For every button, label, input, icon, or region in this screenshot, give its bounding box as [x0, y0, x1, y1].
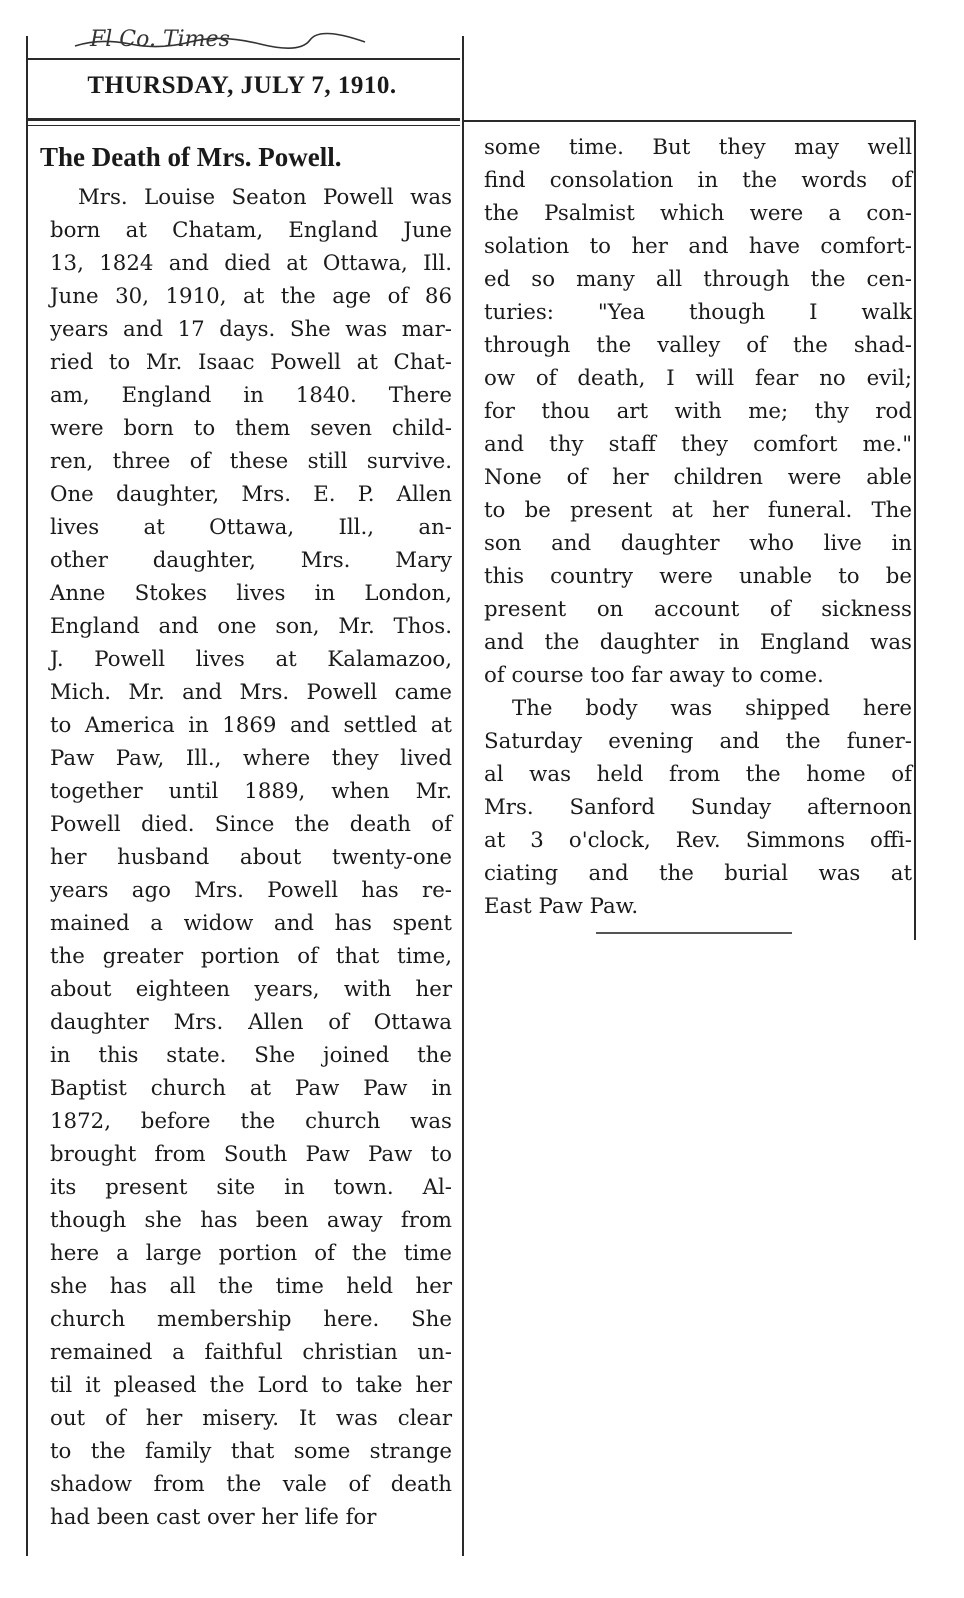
text-line: to be present at her funeral. The — [484, 498, 912, 523]
text-line: til it pleased the Lord to take her — [50, 1373, 452, 1398]
text-line: Mrs. Louise Seaton Powell was — [78, 185, 452, 210]
text-line: church membership here. She — [50, 1307, 452, 1332]
article-column-2 — [484, 131, 912, 923]
dateline-rule-thin — [28, 125, 460, 126]
text-line: find consolation in the words of — [484, 168, 912, 193]
text-line: One daughter, Mrs. E. P. Allen — [50, 482, 452, 507]
text-line: Mich. Mr. and Mrs. Powell came — [50, 680, 452, 705]
text-line: the Psalmist which were a con- — [484, 201, 912, 226]
text-line: 1872, before the church was — [50, 1109, 452, 1134]
text-line: of course too far away to come. — [484, 663, 824, 688]
end-of-article-rule — [596, 932, 792, 934]
text-line: remained a faithful christian un- — [50, 1340, 452, 1365]
text-line: present on account of sickness — [484, 597, 912, 622]
text-line: East Paw Paw. — [484, 894, 639, 919]
text-line: born at Chatam, England June — [50, 218, 452, 243]
text-line: solation to her and have comfort- — [484, 234, 912, 259]
text-line: together until 1889, when Mr. — [50, 779, 452, 804]
column2-top-rule — [464, 120, 914, 122]
text-line: the greater portion of that time, — [50, 944, 452, 969]
text-line: she has all the time held her — [50, 1274, 452, 1299]
text-line: shadow from the vale of death — [50, 1472, 452, 1497]
text-line: am, England in 1840. There — [50, 383, 452, 408]
text-line: June 30, 1910, at the age of 86 — [50, 284, 452, 309]
headline: The Death of Mrs. Powell. — [40, 142, 342, 172]
text-line: ried to Mr. Isaac Powell at Chat- — [50, 350, 452, 375]
text-line: ed so many all through the cen- — [484, 267, 912, 292]
text-line: had been cast over her life for — [50, 1505, 377, 1530]
text-line: lives at Ottawa, Ill., an- — [50, 515, 452, 540]
dateline-rule-thick — [28, 118, 460, 121]
text-line: mained a widow and has spent — [50, 911, 452, 936]
text-line: though she has been away from — [50, 1208, 452, 1233]
text-line: None of her children were able — [484, 465, 912, 490]
handwritten-text: Fl Co. Times — [90, 28, 230, 52]
text-line: for thou art with me; thy rod — [484, 399, 912, 424]
right-border — [914, 120, 916, 940]
text-line: ren, three of these still survive. — [50, 449, 452, 474]
text-line: through the valley of the shad- — [484, 333, 912, 358]
text-line: here a large portion of the time — [50, 1241, 452, 1266]
text-line: some time. But they may well — [484, 135, 912, 160]
text-line: Powell died. Since the death of — [50, 812, 452, 837]
text-line: Mrs. Sanford Sunday afternoon — [484, 795, 912, 820]
text-line: ciating and the burial was at — [484, 861, 912, 886]
text-line: were born to them seven child- — [50, 416, 452, 441]
text-line: turies: "Yea though I walk — [484, 300, 912, 325]
text-line: ow of death, I will fear no evil; — [484, 366, 912, 391]
left-border — [26, 36, 28, 1556]
text-line: years ago Mrs. Powell has re- — [50, 878, 452, 903]
text-line: son and daughter who live in — [484, 531, 912, 556]
text-line: brought from South Paw Paw to — [50, 1142, 452, 1167]
article-column-1 — [50, 181, 452, 1534]
text-line: England and one son, Mr. Thos. — [50, 614, 452, 639]
text-line: Baptist church at Paw Paw in — [50, 1076, 452, 1101]
text-line: Saturday evening and the funer- — [484, 729, 912, 754]
center-divider — [462, 36, 464, 1556]
text-line: 13, 1824 and died at Ottawa, Ill. — [50, 251, 452, 276]
text-line: her husband about twenty-one — [50, 845, 452, 870]
text-line: daughter Mrs. Allen of Ottawa — [50, 1010, 452, 1035]
text-line: Anne Stokes lives in London, — [50, 581, 452, 606]
text-line: al was held from the home of — [484, 762, 912, 787]
text-line: J. Powell lives at Kalamazoo, — [50, 647, 452, 672]
text-line: in this state. She joined the — [50, 1043, 452, 1068]
text-line: years and 17 days. She was mar- — [50, 317, 452, 342]
text-line: Paw Paw, Ill., where they lived — [50, 746, 452, 771]
text-line: at 3 o'clock, Rev. Simmons offi- — [484, 828, 912, 853]
text-line: to America in 1869 and settled at — [50, 713, 452, 738]
text-line: The body was shipped here — [512, 696, 912, 721]
text-line: its present site in town. Al- — [50, 1175, 452, 1200]
text-line: this country were unable to be — [484, 564, 912, 589]
text-line: and thy staff they comfort me." — [484, 432, 912, 457]
text-line: and the daughter in England was — [484, 630, 912, 655]
text-line: out of her misery. It was clear — [50, 1406, 452, 1431]
text-line: about eighteen years, with her — [50, 977, 452, 1002]
text-line: to the family that some strange — [50, 1439, 452, 1464]
handwritten-masthead — [70, 28, 370, 56]
text-line: other daughter, Mrs. Mary — [50, 548, 452, 573]
dateline: THURSDAY, JULY 7, 1910. — [87, 72, 397, 99]
top-rule — [28, 58, 460, 60]
